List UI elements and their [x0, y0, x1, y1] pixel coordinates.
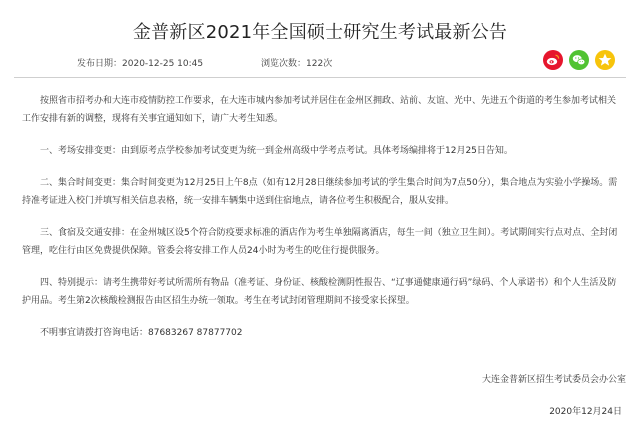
sign-date: 2020年12月24日 [549, 407, 622, 417]
article-body [22, 92, 620, 342]
views-info [261, 56, 332, 69]
contact-paragraph: 不明事宜请拨打咨询电话：87683267 87877702 [40, 328, 243, 338]
signature: 大连金普新区招生考试委员会办公室 [481, 375, 626, 385]
wechat-icon[interactable] [569, 50, 589, 70]
publish-info [77, 56, 203, 69]
publish-label: 发布日期： [77, 59, 123, 69]
weibo-icon[interactable] [543, 50, 563, 70]
header-divider [14, 77, 626, 78]
assembly-paragraph: 二、集合时间变更：集合时间变更为12月25日上午8点（如有12月28日继续参加考试的学生集合时间为7点50分），集合地点为实验小学操场。需持准考证进入校门并填写相关信息表格，统一安排车辆集中送到住宿地点，请各位考生积极配合，服从安排。 [22, 178, 618, 206]
publish-date: 2020-12-25 10:45 [122, 59, 204, 69]
page-title: 金普新区2021年全国硕士研究生考试最新公告 [132, 22, 508, 43]
qzone-icon[interactable] [595, 50, 615, 70]
venue-paragraph: 一、考场安排变更：由到原考点学校参加考试变更为统一到金州高级中学考点考试。具体考场编排将于12月25日告知。 [40, 146, 513, 156]
views-label: 浏览次数： [261, 59, 307, 69]
notice-paragraph: 四、特别提示：请考生携带好考试所需所有物品（准考证、身份证、核酸检测阴性报告、“辽事通健康通行码”绿码、个人承诺书）和个人生活及防护用品。考生第2次核酸检测报告由区招生办统一领取。考生在考试封闭管理期间不接受家长探望。 [22, 278, 617, 306]
views-count: 122次 [306, 59, 333, 69]
lodging-paragraph: 三、食宿及交通安排：在金州城区设5个符合防疫要求标准的酒店作为考生单独隔离酒店，每生一间（独立卫生间）。考试期间实行点对点、全封闭管理，吃住行由区免费提供保障。管委会将安排工作人员24小时为考生的吃住行提供服务。 [22, 228, 618, 256]
intro-paragraph: 按照省市招考办和大连市疫情防控工作要求，在大连市城内参加考试并居住在金州区拥政、站前、友谊、光中、先进五个街道的考生参加考试相关工作安排有新的调整，现将有关事宜通知如下，请广大考生知悉。 [22, 96, 617, 124]
